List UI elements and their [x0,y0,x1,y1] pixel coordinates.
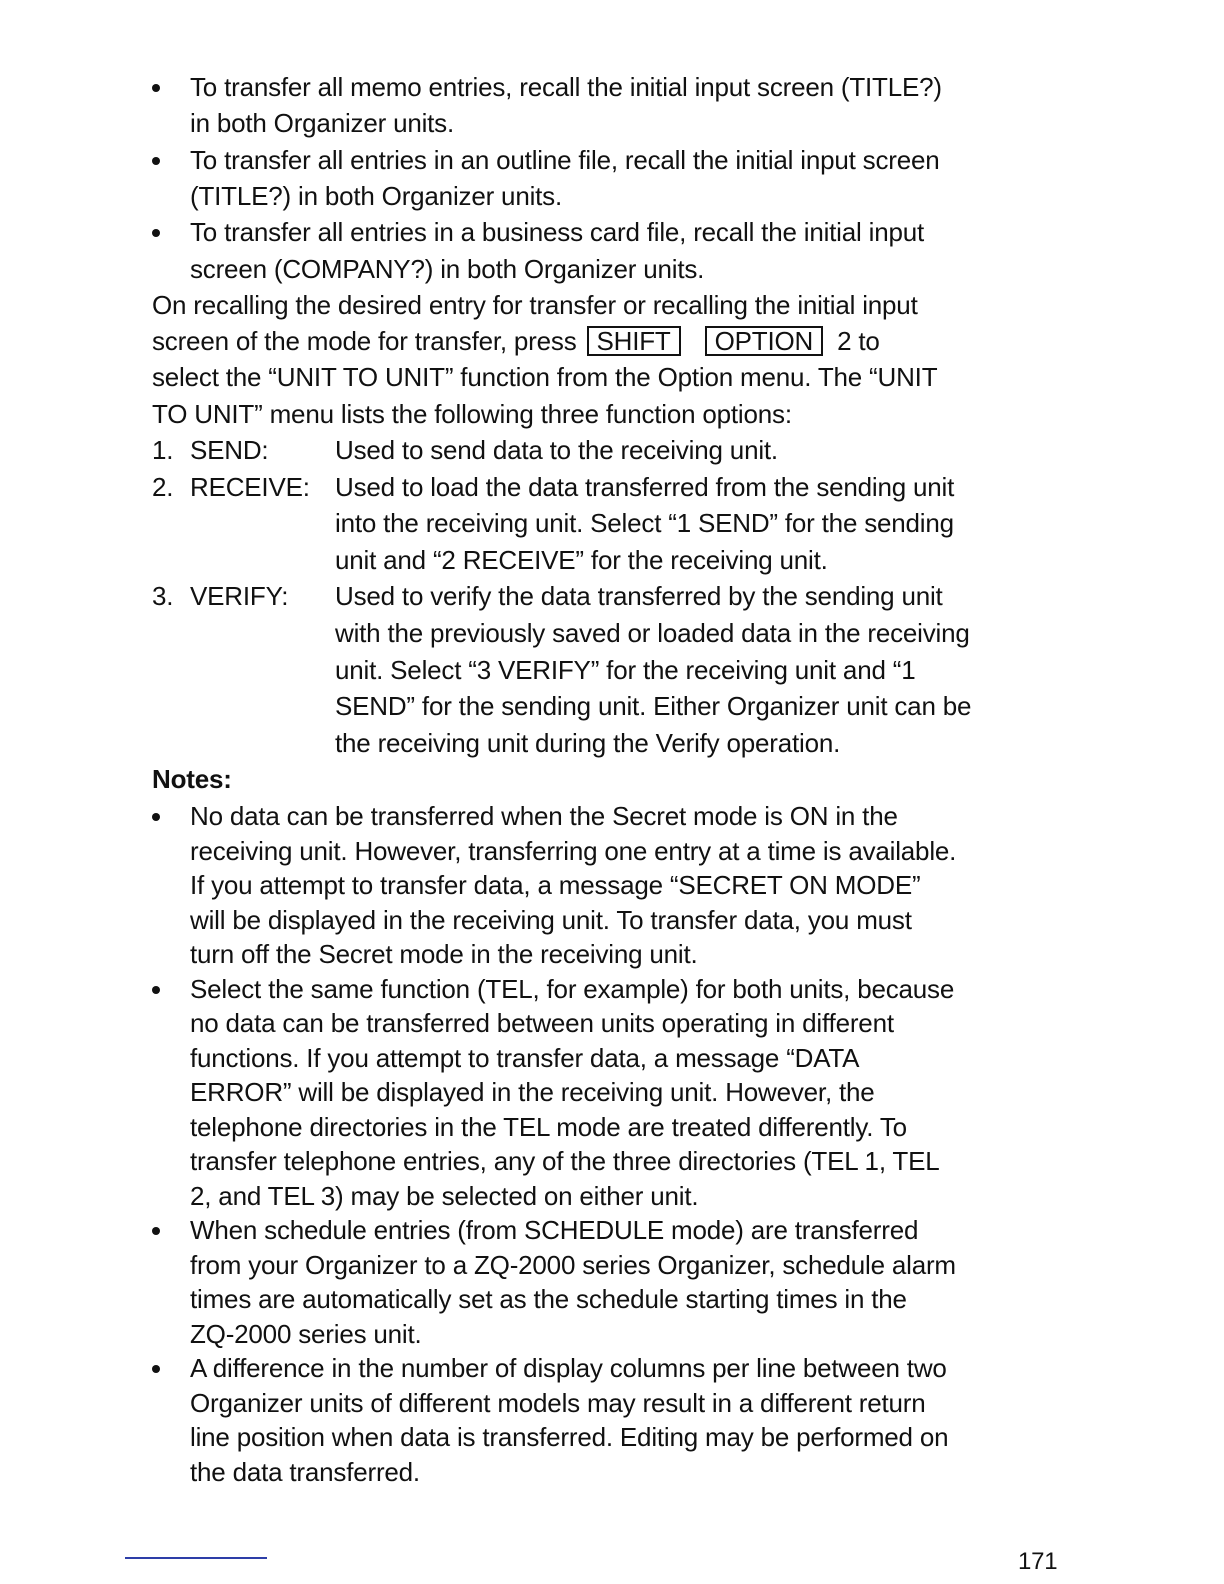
bullet-text-line: To transfer all entries in a business card file, recall the initial input [190,217,924,248]
option-description-line: Used to send data to the receiving unit. [335,435,778,465]
bullet-icon [152,84,160,92]
page-number: 171 [1018,1548,1058,1575]
note-text-line: will be displayed in the receiving unit. To transfer data, you must [190,904,912,935]
option-number: 3. [152,581,174,612]
option-label: VERIFY: [190,581,289,612]
option-description-line: unit and “2 RECEIVE” for the receiving unit. [335,544,828,575]
paragraph-line: select the “UNIT TO UNIT” function from the Option menu. The “UNIT [152,362,938,393]
note-text-line: receiving unit. However, transferring one entry at a time is available. [190,835,957,866]
note-text-line: Organizer units of different models may result in a different return [190,1387,926,1418]
bullet-text-line: To transfer all entries in an outline file, recall the initial input screen [190,144,940,175]
option-description-line: Used to verify the data transferred by the sending unit [335,581,943,612]
bullet-text-line: in both Organizer units. [190,108,455,139]
note-text-line: ZQ-2000 series unit. [190,1318,422,1349]
note-text-line: times are automatically set as the schedule starting times in the [190,1284,907,1314]
paragraph-text: 2 to [837,326,880,357]
option-key: OPTION [705,326,823,356]
note-text-line: When schedule entries (from SCHEDULE mode) are transferred [190,1215,919,1245]
option-description-line: SEND” for the sending unit. Either Organizer unit can be [335,691,972,722]
option-number: 2. [152,471,174,502]
note-text-line: A difference in the number of display columns per line between two [190,1353,947,1383]
bullet-text-line: (TITLE?) in both Organizer units. [190,180,562,211]
option-label: RECEIVE: [190,471,310,502]
bullet-icon [152,1227,160,1235]
note-text-line: transfer telephone entries, any of the three directories (TEL 1, TEL [190,1146,940,1176]
paragraph-line-keys [152,325,880,357]
note-text-line: telephone directories in the TEL mode are treated differently. To [190,1111,907,1142]
bullet-icon [152,813,160,821]
note-text-line: functions. If you attempt to transfer data, a message “DATA [190,1042,860,1073]
note-text-line: from your Organizer to a ZQ-2000 series Organizer, schedule alarm [190,1249,956,1280]
note-text-line: line position when data is transferred. Editing may be performed on [190,1422,949,1452]
bullet-text-line: To transfer all memo entries, recall the initial input screen (TITLE?) [190,72,942,102]
note-text-line: no data can be transferred between units operating in different [190,1008,894,1038]
bullet-icon [152,157,160,165]
note-text-line: Select the same function (TEL, for example) for both units, because [190,973,955,1004]
paragraph-text: screen of the mode for transfer, press [152,326,577,357]
note-text-line: ERROR” will be displayed in the receiving unit. However, the [190,1077,875,1107]
footer-rule [125,1557,267,1559]
option-description-line: the receiving unit during the Verify operation. [335,727,841,758]
option-description-line: Used to load the data transferred from the sending unit [335,471,955,502]
option-description-line: with the previously saved or loaded data in the receiving [335,618,970,648]
bullet-text-line: screen (COMPANY?) in both Organizer units. [190,253,705,284]
notes-heading: Notes: [152,764,232,795]
option-description-line: unit. Select “3 VERIFY” for the receiving unit and “1 [335,654,916,685]
note-text-line: turn off the Secret mode in the receiving unit. [190,939,698,969]
paragraph-line: TO UNIT” menu lists the following three function options: [152,398,792,429]
note-text-line: If you attempt to transfer data, a message “SECRET ON MODE” [190,870,921,900]
bullet-icon [152,986,160,994]
option-label: SEND: [190,435,269,465]
shift-key: SHIFT [587,326,681,356]
note-text-line: No data can be transferred when the Secret mode is ON in the [190,801,898,831]
note-text-line: the data transferred. [190,1456,420,1487]
bullet-icon [152,229,160,237]
bullet-icon [152,1365,160,1373]
option-description-line: into the receiving unit. Select “1 SEND” for the sending [335,508,954,539]
paragraph-line: On recalling the desired entry for transfer or recalling the initial input [152,289,918,320]
note-text-line: 2, and TEL 3) may be selected on either unit. [190,1180,699,1211]
option-number: 1. [152,435,174,465]
